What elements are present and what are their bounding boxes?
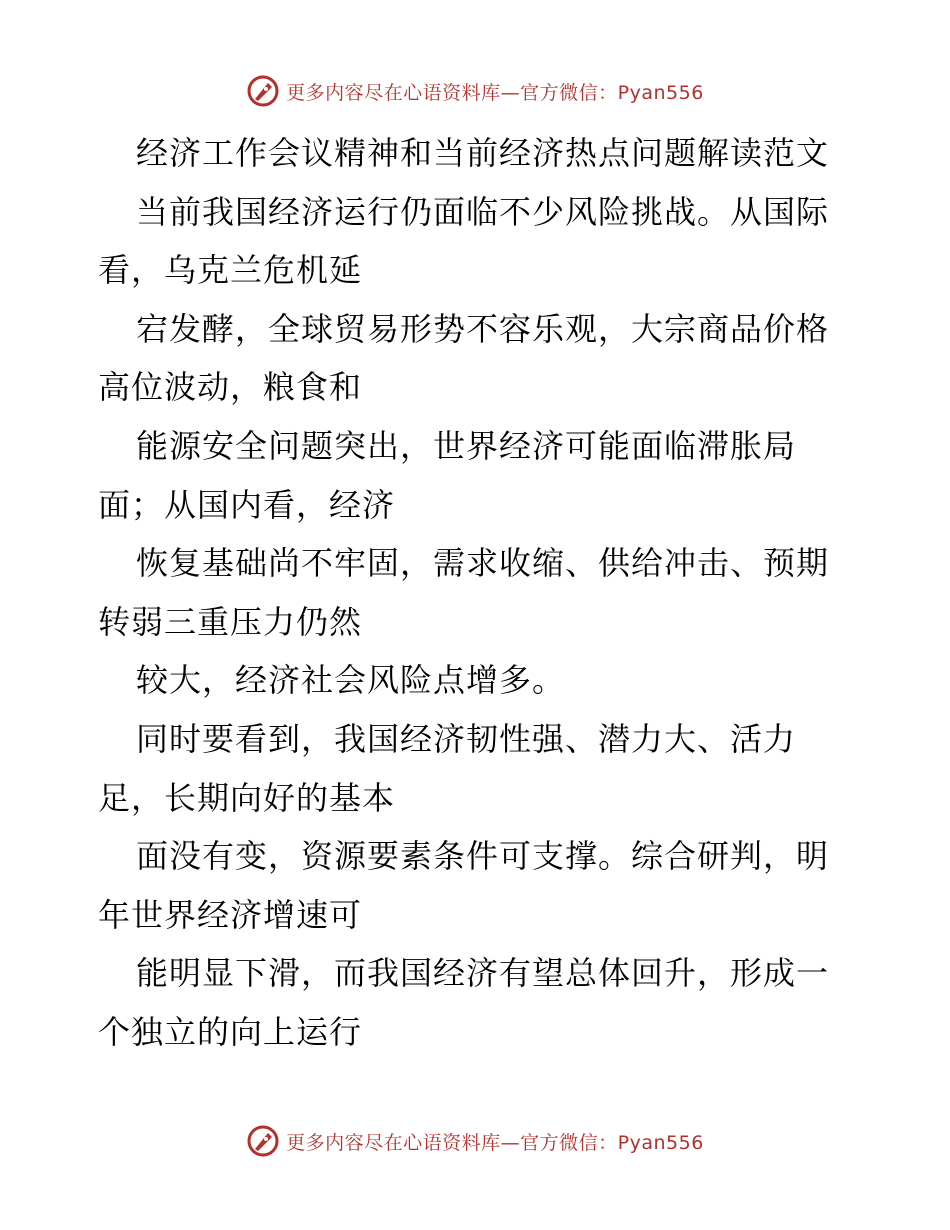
watermark-text: 更多内容尽在心语资料库—官方微信：Pyan556 xyxy=(286,81,704,104)
text-line: 当前我国经济运行仍面临不少风险挑战。从国际 xyxy=(136,192,830,231)
text-line: 能明显下滑，而我国经济有望总体回升，形成一 xyxy=(136,954,830,993)
pen-nib-circle-icon xyxy=(246,1124,280,1158)
text-line: 个独立的向上运行 xyxy=(98,1012,363,1051)
document-body xyxy=(98,124,858,1062)
text-line: 能源安全问题突出，世界经济可能面临滞胀局 xyxy=(136,426,797,465)
text-line: 高位波动，粮食和 xyxy=(98,368,363,407)
footer-watermark xyxy=(0,1121,950,1161)
document-title: 经济工作会议精神和当前经济热点问题解读范文 xyxy=(136,134,830,172)
text-line: 同时要看到，我国经济韧性强、潜力大、活力 xyxy=(136,719,797,758)
text-line: 宕发酵，全球贸易形势不容乐观，大宗商品价格 xyxy=(136,309,830,348)
text-line: 转弱三重压力仍然 xyxy=(98,602,363,641)
text-line: 看，乌克兰危机延 xyxy=(98,251,363,290)
text-line: 面没有变，资源要素条件可支撑。综合研判，明 xyxy=(136,837,830,876)
text-line: 年世界经济增速可 xyxy=(98,895,363,934)
text-line: 足，长期向好的基本 xyxy=(98,778,396,817)
watermark-text: 更多内容尽在心语资料库—官方微信：Pyan556 xyxy=(286,1131,704,1154)
text-line: 恢复基础尚不牢固，需求收缩、供给冲击、预期 xyxy=(136,544,830,583)
pen-nib-circle-icon xyxy=(246,74,280,108)
text-line: 面；从国内看，经济 xyxy=(98,485,396,524)
header-watermark xyxy=(0,71,950,111)
text-line: 较大，经济社会风险点增多。 xyxy=(136,661,566,700)
